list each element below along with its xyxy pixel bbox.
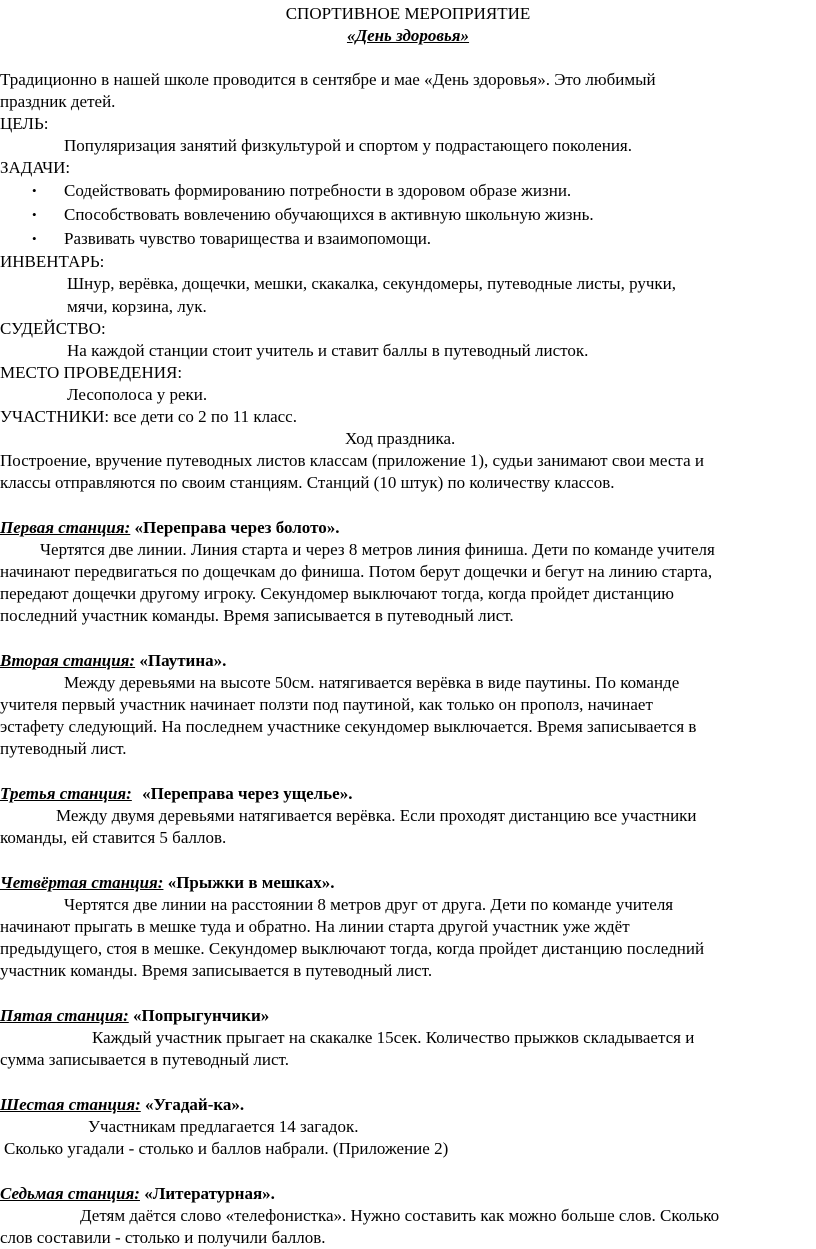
course-line-2: классы отправляются по своим станциям. Станций (10 штук) по количеству классов. bbox=[0, 473, 615, 492]
station-text-line: Сколько угадали - столько и баллов набрали. (Приложение 2) bbox=[4, 1139, 449, 1158]
participants-line: УЧАСТНИКИ: все дети со 2 по 11 класс. bbox=[0, 407, 297, 426]
task-item: Содействовать формированию потребности в здоровом образе жизни. bbox=[64, 181, 572, 200]
station-heading bbox=[0, 872, 335, 894]
station-heading bbox=[0, 1183, 275, 1205]
station-label: Первая станция: bbox=[0, 518, 131, 537]
bullet-icon: • bbox=[32, 231, 37, 246]
tasks-label: ЗАДАЧИ: bbox=[0, 158, 71, 177]
station-text-line: Между двумя деревьями натягивается верёвка. Если проходят дистанцию все участники bbox=[56, 806, 697, 825]
course-line-1: Построение, вручение путеводных листов классам (приложение 1), судьи занимают свои места и bbox=[0, 451, 704, 470]
station-text-line: Между деревьями на высоте 50см. натягивается верёвка в виде паутины. По команде bbox=[64, 673, 680, 692]
station-heading bbox=[0, 783, 352, 805]
venue-text: Лесополоса у реки. bbox=[67, 385, 208, 404]
task-item: Способствовать вовлечению обучающихся в активную школьную жизнь. bbox=[64, 205, 594, 224]
station-text-line: Участникам предлагается 14 загадок. bbox=[88, 1117, 359, 1136]
goal-text: Популяризация занятий физкультурой и спортом у подрастающего поколения. bbox=[64, 136, 632, 155]
station-text-line: учителя первый участник начинает ползти под паутиной, как только он прополз, начинает bbox=[0, 695, 653, 714]
task-item: Развивать чувство товарищества и взаимопомощи. bbox=[64, 229, 432, 248]
station-label: Седьмая станция: bbox=[0, 1184, 140, 1203]
intro-line-1: Традиционно в нашей школе проводится в сентябре и мае «День здоровья». Это любимый bbox=[0, 70, 656, 89]
station-text-line: Каждый участник прыгает на скакалке 15сек. Количество прыжков складывается и bbox=[92, 1028, 695, 1047]
station-name: «Переправа через болото». bbox=[134, 518, 340, 537]
station-text-line: начинают передвигаться по дощечкам до финиша. Потом берут дощечки и бегут на линию старта, bbox=[0, 562, 713, 581]
station-text-line: сумма записывается в путеводный лист. bbox=[0, 1050, 289, 1069]
station-name: «Угадай-ка». bbox=[145, 1095, 245, 1114]
judging-label: СУДЕЙСТВО: bbox=[0, 319, 106, 338]
station-name: «Литературная». bbox=[144, 1184, 275, 1203]
inventory-label: ИНВЕНТАРЬ: bbox=[0, 252, 105, 271]
station-text-line: слов составили - столько и получили баллов. bbox=[0, 1228, 326, 1247]
station-text-line: Чертятся две линии. Линия старта и через 8 метров линия финиша. Дети по команде учителя bbox=[40, 540, 715, 559]
station-text-line: начинают прыгать в мешке туда и обратно. На линии старта другой участник уже ждёт bbox=[0, 917, 630, 936]
station-text-line: команды, ей ставится 5 баллов. bbox=[0, 828, 227, 847]
station-label: Третья станция: bbox=[0, 784, 132, 803]
station-text-line: Детям даётся слово «телефонистка». Нужно составить как можно больше слов. Сколько bbox=[80, 1206, 720, 1225]
bullet-icon: • bbox=[32, 207, 37, 222]
station-text-line: предыдущего, стоя в мешке. Секундомер выключают тогда, когда пройдет дистанцию последний bbox=[0, 939, 705, 958]
station-text-line: Чертятся две линии на расстоянии 8 метров друг от друга. Дети по команде учителя bbox=[64, 895, 674, 914]
station-text-line: путеводный лист. bbox=[0, 739, 127, 758]
station-label: Вторая станция: bbox=[0, 651, 136, 670]
inventory-line-2: мячи, корзина, лук. bbox=[67, 297, 207, 316]
station-heading bbox=[0, 1094, 244, 1116]
venue-label: МЕСТО ПРОВЕДЕНИЯ: bbox=[0, 363, 183, 382]
course-heading: Ход праздника. bbox=[345, 429, 456, 448]
document-subtitle: «День здоровья» bbox=[346, 26, 470, 45]
station-text-line: участник команды. Время записывается в путеводный лист. bbox=[0, 961, 433, 980]
station-name: «Прыжки в мешках». bbox=[167, 873, 335, 892]
station-heading bbox=[0, 1005, 269, 1027]
judging-text: На каждой станции стоит учитель и ставит баллы в путеводный листок. bbox=[67, 341, 589, 360]
inventory-line-1: Шнур, верёвка, дощечки, мешки, скакалка, секундомеры, путеводные листы, ручки, bbox=[67, 274, 677, 293]
station-label: Четвёртая станция: bbox=[0, 873, 164, 892]
station-text-line: эстафету следующий. На последнем участнике секундомер выключается. Время записывается в bbox=[0, 717, 697, 736]
station-heading bbox=[0, 517, 339, 539]
station-name: «Переправа через ущелье». bbox=[142, 784, 353, 803]
goal-label: ЦЕЛЬ: bbox=[0, 114, 49, 133]
intro-line-2: праздник детей. bbox=[0, 92, 116, 111]
station-text-line: передают дощечки другому игроку. Секундомер выключают тогда, когда пройдет дистанцию bbox=[0, 584, 674, 603]
bullet-icon: • bbox=[32, 183, 37, 198]
station-text-line: последний участник команды. Время записывается в путеводный лист. bbox=[0, 606, 514, 625]
station-heading bbox=[0, 650, 226, 672]
station-name: «Попрыгунчики» bbox=[133, 1006, 270, 1025]
station-label: Пятая станция: bbox=[0, 1006, 129, 1025]
station-label: Шестая станция: bbox=[0, 1095, 141, 1114]
document-title: СПОРТИВНОЕ МЕРОПРИЯТИЕ bbox=[285, 4, 531, 23]
station-name: «Паутина». bbox=[139, 651, 227, 670]
